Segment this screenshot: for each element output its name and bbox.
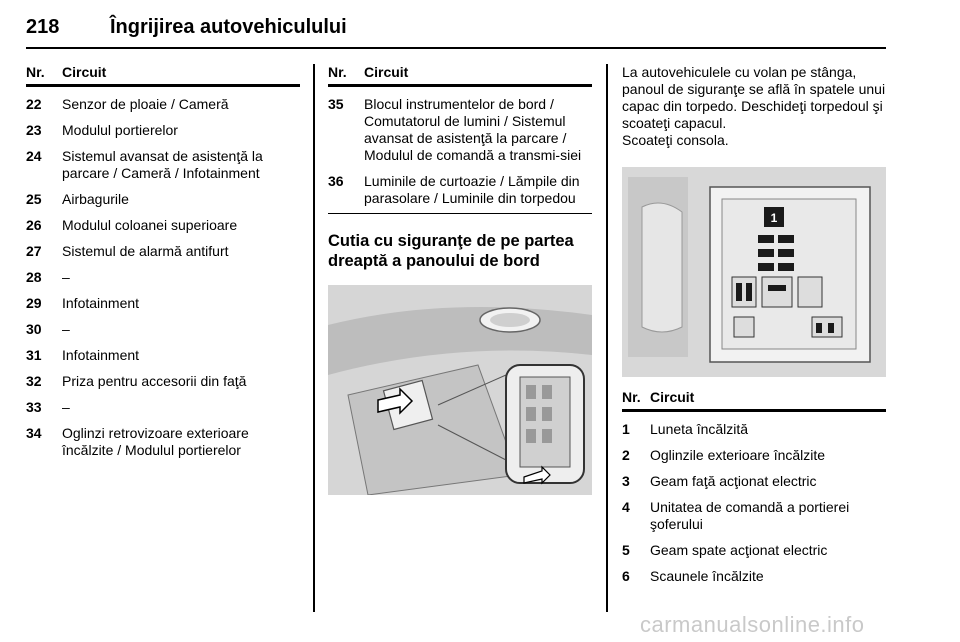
table-row	[26, 425, 300, 459]
table-row	[622, 542, 886, 559]
fuse-number-label: 1	[770, 211, 778, 225]
row-number: 35	[328, 96, 344, 112]
row-text: Infotainment	[62, 347, 140, 363]
row-number: 32	[26, 373, 42, 389]
row-number: 29	[26, 295, 42, 311]
row-text: –	[62, 269, 70, 285]
page-title: Îngrijirea autovehiculului	[110, 16, 347, 38]
table-row	[26, 243, 300, 260]
row-number: 27	[26, 243, 42, 259]
row-number: 30	[26, 321, 42, 337]
table-row	[26, 295, 300, 312]
row-text: Modulul coloanei superioare	[62, 217, 238, 233]
table-row	[26, 122, 300, 139]
row-text: Luneta încălzită	[650, 421, 749, 437]
instruction-paragraph-2: Scoateţi consola.	[622, 132, 729, 148]
column-left	[26, 64, 300, 459]
column-right	[622, 64, 886, 585]
table-row	[328, 173, 592, 214]
row-text: Geam faţă acţionat electric	[650, 473, 817, 489]
table-row	[622, 568, 886, 585]
row-text: Scaunele încălzite	[650, 568, 764, 584]
row-text: Luminile de curtoazie / Lămpile din parasolare / Luminile din torpedou	[364, 173, 580, 206]
header-nr: Nr.	[328, 64, 347, 80]
table-row	[26, 373, 300, 390]
header-circuit: Circuit	[650, 389, 695, 405]
header-rule	[26, 47, 886, 49]
table-row	[26, 399, 300, 416]
row-text: Priza pentru accesorii din faţă	[62, 373, 247, 389]
row-number: 24	[26, 148, 42, 164]
row-text: Oglinzi retrovizoare exterioare încălzite / Modulul portierelor	[62, 425, 249, 458]
column-divider	[313, 64, 315, 612]
header-nr: Nr.	[622, 389, 641, 405]
row-text: Geam spate acţionat electric	[650, 542, 828, 558]
table-row	[26, 148, 300, 182]
table-row	[622, 447, 886, 464]
row-number: 2	[622, 447, 630, 463]
table-header	[622, 389, 886, 412]
table-row	[26, 96, 300, 113]
page-header	[26, 14, 886, 48]
row-number: 4	[622, 499, 630, 515]
row-number: 31	[26, 347, 42, 363]
table-row	[26, 269, 300, 286]
glovebox-illustration	[328, 285, 592, 495]
header-circuit: Circuit	[364, 64, 409, 80]
table-header	[328, 64, 592, 87]
table-row	[622, 499, 886, 533]
row-number: 28	[26, 269, 42, 285]
row-text: Senzor de ploaie / Cameră	[62, 96, 229, 112]
fuse-panel-illustration	[622, 167, 886, 377]
row-text: Oglinzile exterioare încălzite	[650, 447, 826, 463]
header-nr: Nr.	[26, 64, 45, 80]
row-number: 6	[622, 568, 630, 584]
column-divider	[606, 64, 608, 612]
row-text: Sistemul avansat de asistenţă la parcare / Cameră / Infotainment	[62, 148, 263, 181]
row-text: –	[62, 399, 70, 415]
row-text: Blocul instrumentelor de bord / Comutatorul de lumini / Sistemul avansat de asistenţă la parcare / Modulul de comandă a transmi-siei	[364, 96, 582, 163]
row-number: 26	[26, 217, 42, 233]
table-row	[26, 321, 300, 338]
row-number: 25	[26, 191, 42, 207]
row-number: 3	[622, 473, 630, 489]
table-row	[26, 217, 300, 234]
section-heading: Cutia cu siguranţe de pe partea dreaptă a panoului de bord	[328, 232, 574, 270]
row-number: 33	[26, 399, 42, 415]
table-row	[26, 191, 300, 208]
table-row	[26, 347, 300, 364]
row-text: Unitatea de comandă a portierei şoferului	[650, 499, 850, 532]
header-circuit: Circuit	[62, 64, 107, 80]
watermark: carmanualsonline.info	[640, 612, 865, 637]
row-text: Infotainment	[62, 295, 140, 311]
table-row	[622, 421, 886, 438]
row-number: 1	[622, 421, 630, 437]
table-row	[622, 473, 886, 490]
instruction-paragraph: La autovehiculele cu volan pe stânga, panoul de siguranţe se află în spatele unui capac din torpedo. Deschideţi torpedoul şi scoateţi capacul.	[622, 64, 886, 131]
row-number: 23	[26, 122, 42, 138]
row-number: 34	[26, 425, 42, 441]
column-middle	[328, 64, 592, 495]
table-row	[328, 96, 592, 164]
row-number: 5	[622, 542, 630, 558]
row-text: Sistemul de alarmă antifurt	[62, 243, 229, 259]
page-number: 218	[26, 16, 60, 38]
table-header	[26, 64, 300, 87]
row-text: –	[62, 321, 70, 337]
row-number: 22	[26, 96, 42, 112]
row-number: 36	[328, 173, 344, 189]
row-text: Modulul portierelor	[62, 122, 178, 138]
row-text: Airbagurile	[62, 191, 129, 207]
